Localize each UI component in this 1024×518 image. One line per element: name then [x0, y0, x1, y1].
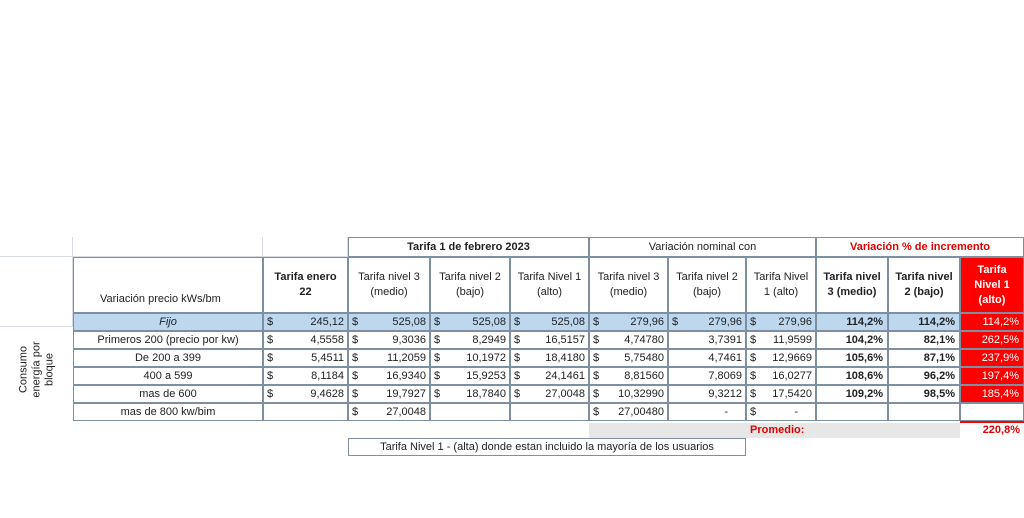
cell-c9: [888, 313, 960, 331]
cell-value: 24,1461: [545, 370, 585, 382]
currency-sign: $: [750, 334, 757, 346]
currency-sign: $: [750, 352, 757, 364]
currency-sign: $: [434, 334, 441, 346]
col-header-pct-nivel3: Tarifa nivel 3 (medio): [816, 257, 888, 313]
cell-value: 237,9%: [981, 352, 1019, 364]
cell-value: 4,74780: [624, 334, 664, 346]
currency-sign: $: [593, 316, 600, 328]
cell-value: 525,08: [472, 316, 506, 328]
row-label: 400 a 599: [73, 367, 263, 385]
cell-c10: [960, 385, 1024, 403]
currency-sign: $: [514, 370, 521, 382]
cell-value: 279,96: [778, 316, 812, 328]
cell-value: 279,96: [708, 316, 742, 328]
blank-cell: [73, 237, 263, 257]
currency-sign: $: [352, 352, 359, 364]
cell-c5: [589, 385, 668, 403]
cell-value: 10,1972: [466, 352, 506, 364]
cell-value: 279,96: [630, 316, 664, 328]
cell-c1: [263, 349, 348, 367]
cell-c6: [668, 367, 746, 385]
cell-value: 197,4%: [981, 370, 1019, 382]
cell-value: 9,4628: [310, 388, 344, 400]
currency-sign: $: [514, 316, 521, 328]
currency-sign: $: [750, 406, 757, 418]
currency-sign: $: [352, 388, 359, 400]
cell-c4: [510, 349, 589, 367]
cell-value: 27,0048: [545, 388, 585, 400]
currency-sign: $: [750, 370, 757, 382]
cell-value: 5,4511: [311, 352, 344, 364]
cell-value: 104,2%: [845, 334, 883, 346]
currency-sign: $: [434, 370, 441, 382]
cell-c3: [430, 367, 510, 385]
cell-value: 114,2%: [846, 316, 883, 328]
currency-sign: $: [434, 388, 441, 400]
cell-c8: [816, 403, 888, 421]
cell-value: 108,6%: [845, 370, 883, 382]
cell-value: 18,4180: [545, 352, 585, 364]
cell-value: 12,9669: [772, 352, 812, 364]
cell-c8: [816, 313, 888, 331]
cell-c5: [589, 349, 668, 367]
cell-value: -: [794, 406, 798, 418]
cell-value: 114,2%: [918, 316, 955, 328]
promedio-value: 220,8%: [982, 424, 1020, 436]
cell-value: 185,4%: [981, 388, 1019, 400]
footnote: Tarifa Nivel 1 - (alta) donde estan incluido la mayoría de los usuarios: [348, 438, 746, 456]
cell-c1: [263, 385, 348, 403]
col-header-pct-nivel2: Tarifa nivel 2 (bajo): [888, 257, 960, 313]
currency-sign: $: [514, 352, 521, 364]
cell-c9: [888, 367, 960, 385]
group-header-variacion: Variación nominal con: [589, 237, 816, 257]
blank-cell: [263, 237, 348, 257]
currency-sign: $: [352, 370, 359, 382]
cell-value: 8,2949: [472, 334, 506, 346]
cell-c10: [960, 349, 1024, 367]
col-header-tarifa-enero: Tarifa enero 22: [263, 257, 348, 313]
currency-sign: $: [352, 406, 359, 418]
cell-value: 262,5%: [981, 334, 1019, 346]
cell-value: 525,08: [392, 316, 426, 328]
cell-c2: [348, 403, 430, 421]
cell-value: 18,7840: [466, 388, 506, 400]
cell-value: 15,9253: [466, 370, 506, 382]
cell-c7: [746, 349, 816, 367]
currency-sign: $: [267, 316, 274, 328]
cell-value: 245,12: [310, 316, 344, 328]
currency-sign: $: [267, 370, 274, 382]
cell-c8: [816, 331, 888, 349]
cell-c4: [510, 367, 589, 385]
cell-value: 109,2%: [845, 388, 883, 400]
cell-c7: [746, 331, 816, 349]
col-header-var-nivel3: Tarifa nivel 3 (medio): [589, 257, 668, 313]
cell-c9: [888, 331, 960, 349]
cell-c6: [668, 313, 746, 331]
row-label: mas de 800 kw/bim: [73, 403, 263, 421]
currency-sign: $: [593, 370, 600, 382]
col-header-tarifa-nivel1: Tarifa Nivel 1 (alto): [510, 257, 589, 313]
side-label: [0, 327, 73, 411]
cell-c2: [348, 367, 430, 385]
currency-sign: $: [267, 352, 274, 364]
cell-value: 11,2059: [387, 352, 426, 364]
currency-sign: $: [750, 388, 757, 400]
cell-c5: [589, 403, 668, 421]
cell-c7: [746, 313, 816, 331]
currency-sign: $: [352, 334, 359, 346]
cell-value: 4,7461: [708, 352, 742, 364]
blank-cell: [0, 257, 73, 327]
cell-value: 87,1%: [923, 352, 955, 364]
cell-value: 8,1184: [311, 370, 344, 382]
cell-c4: [510, 403, 589, 421]
currency-sign: $: [593, 388, 600, 400]
promedio-label: Promedio:: [750, 424, 805, 436]
cell-c3: [430, 313, 510, 331]
cell-c1: [263, 331, 348, 349]
currency-sign: $: [593, 334, 600, 346]
cell-c8: [816, 385, 888, 403]
cell-value: 27,00480: [618, 406, 664, 418]
col-header-tarifa-nivel2: Tarifa nivel 2 (bajo): [430, 257, 510, 313]
cell-c10: [960, 367, 1024, 385]
cell-value: 11,9599: [773, 334, 812, 346]
cell-c6: [668, 403, 746, 421]
currency-sign: $: [750, 316, 757, 328]
cell-value: -: [724, 406, 728, 418]
cell-c6: [668, 385, 746, 403]
cell-c2: [348, 331, 430, 349]
currency-sign: $: [434, 352, 441, 364]
row-label: Fijo: [73, 313, 263, 331]
tariff-table: [0, 237, 1024, 457]
cell-value: 19,7927: [386, 388, 426, 400]
currency-sign: $: [434, 316, 441, 328]
cell-c3: [430, 385, 510, 403]
cell-c8: [816, 367, 888, 385]
cell-value: 525,08: [551, 316, 585, 328]
cell-value: 27,0048: [386, 406, 426, 418]
row-label-header-text: Variación precio kWs/bm: [100, 293, 221, 305]
cell-c10: [960, 403, 1024, 421]
cell-c5: [589, 313, 668, 331]
col-header-pct-nivel1: Tarifa Nivel 1 (alto): [960, 257, 1024, 313]
currency-sign: $: [514, 334, 521, 346]
cell-c6: [668, 349, 746, 367]
cell-c8: [816, 349, 888, 367]
cell-c3: [430, 403, 510, 421]
row-label-header: [73, 257, 263, 313]
cell-value: 5,75480: [624, 352, 664, 364]
currency-sign: $: [593, 406, 600, 418]
cell-value: 16,0277: [772, 370, 812, 382]
cell-c7: [746, 367, 816, 385]
group-header-incremento: Variación % de incremento: [816, 237, 1024, 257]
cell-c4: [510, 331, 589, 349]
currency-sign: $: [352, 316, 359, 328]
currency-sign: $: [672, 316, 679, 328]
cell-value: 114,2%: [982, 316, 1019, 328]
cell-c9: [888, 349, 960, 367]
cell-value: 3,7391: [708, 334, 742, 346]
cell-c3: [430, 331, 510, 349]
cell-c6: [668, 331, 746, 349]
cell-c2: [348, 313, 430, 331]
cell-c2: [348, 385, 430, 403]
cell-c4: [510, 313, 589, 331]
cell-value: 17,5420: [772, 388, 812, 400]
cell-value: 8,81560: [624, 370, 664, 382]
col-header-tarifa-nivel3: Tarifa nivel 3 (medio): [348, 257, 430, 313]
cell-c10: [960, 331, 1024, 349]
cell-value: 96,2%: [923, 370, 955, 382]
cell-c9: [888, 403, 960, 421]
cell-value: 98,5%: [923, 388, 955, 400]
cell-c1: [263, 403, 348, 421]
blank-cell: [0, 237, 73, 257]
cell-c5: [589, 367, 668, 385]
side-label-text: Consumo energía por bloque: [17, 340, 55, 398]
cell-c1: [263, 367, 348, 385]
currency-sign: $: [514, 388, 521, 400]
cell-c4: [510, 385, 589, 403]
row-label: Primeros 200 (precio por kw): [73, 331, 263, 349]
cell-value: 9,3212: [708, 388, 742, 400]
cell-c5: [589, 331, 668, 349]
cell-value: 16,9340: [386, 370, 426, 382]
cell-c1: [263, 313, 348, 331]
group-header-tarifa: Tarifa 1 de febrero 2023: [348, 237, 589, 257]
cell-c7: [746, 385, 816, 403]
cell-value: 10,32990: [618, 388, 664, 400]
cell-value: 9,3036: [392, 334, 426, 346]
currency-sign: $: [267, 388, 274, 400]
cell-c7: [746, 403, 816, 421]
cell-value: 82,1%: [923, 334, 955, 346]
cell-value: 16,5157: [545, 334, 585, 346]
cell-c10: [960, 313, 1024, 331]
cell-value: 4,5558: [310, 334, 344, 346]
col-header-var-nivel2: Tarifa nivel 2 (bajo): [668, 257, 746, 313]
row-label: De 200 a 399: [73, 349, 263, 367]
currency-sign: $: [593, 352, 600, 364]
cell-c2: [348, 349, 430, 367]
cell-value: 105,6%: [845, 352, 883, 364]
col-header-var-nivel1: Tarifa Nivel 1 (alto): [746, 257, 816, 313]
cell-value: 7,8069: [708, 370, 742, 382]
cell-c9: [888, 385, 960, 403]
currency-sign: $: [267, 334, 274, 346]
cell-c3: [430, 349, 510, 367]
row-label: mas de 600: [73, 385, 263, 403]
